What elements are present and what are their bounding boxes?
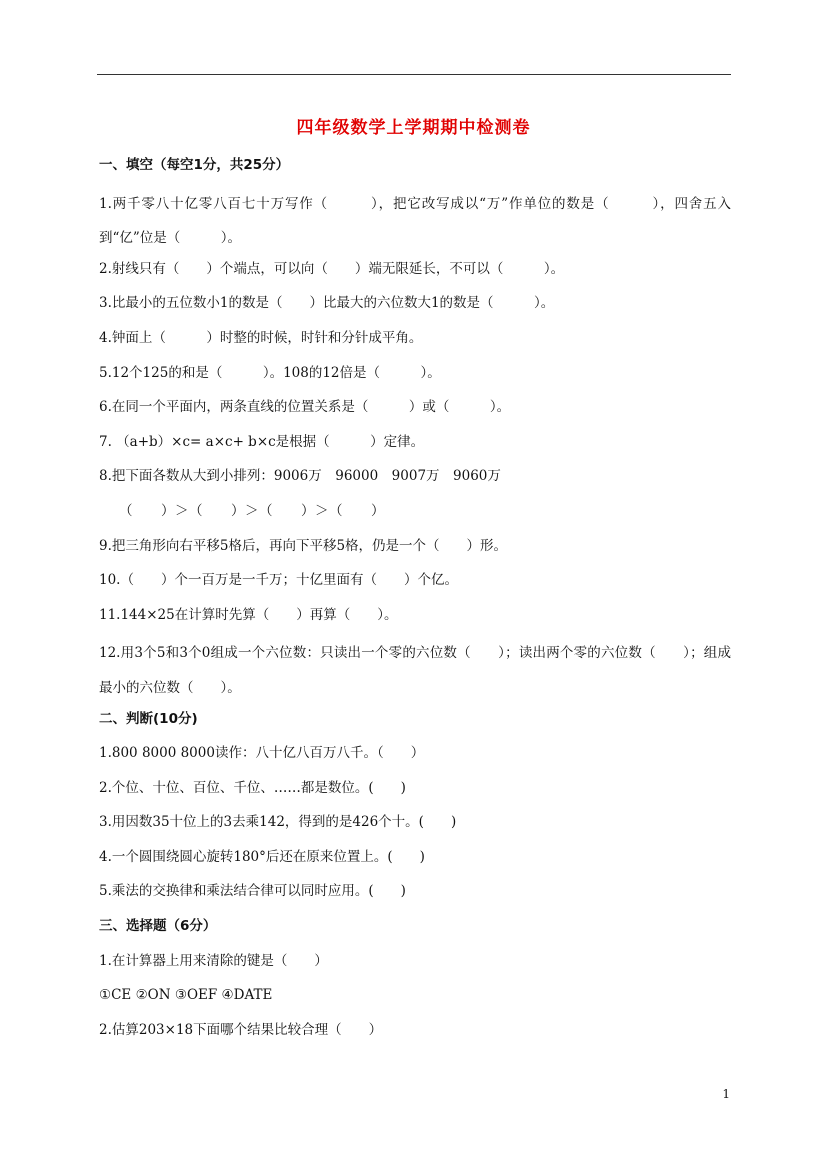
page-title: 四年级数学上学期期中检测卷 bbox=[296, 118, 531, 138]
question-1-1: 1.两千零八十亿零八百七十万写作（ ），把它改写成以“万”作单位的数是（ ），四舍五入到“亿”位是（ ）。 bbox=[99, 195, 731, 247]
question-1-9: 9.把三角形向右平移5格后，再向下平移5格，仍是一个（ ）形。 bbox=[99, 537, 508, 554]
question-1-11: 11.144×25在计算时先算（ ）再算（ ）。 bbox=[99, 606, 398, 623]
question-2-1: 1.800 8000 8000读作：八十亿八百万八千。（ ） bbox=[99, 745, 425, 762]
question-1-4: 4.钟面上（ ）时整的时候，时针和分针成平角。 bbox=[99, 329, 423, 346]
page-number: 1 bbox=[722, 1087, 730, 1101]
section-heading-fill: 一、填空（每空1分，共25分） bbox=[99, 157, 290, 173]
question-2-2: 2.个位、十位、百位、千位、……都是数位。( ) bbox=[99, 779, 406, 796]
question-1-10: 10.（ ）个一百万是一千万；十亿里面有（ ）个亿。 bbox=[99, 572, 458, 589]
question-3-2: 2.估算203×18下面哪个结果比较合理（ ） bbox=[99, 1021, 383, 1038]
question-1-12: 12.用3个5和3个0组成一个六位数：只读出一个零的六位数（ ）；读出两个零的六位数（ ）；组成最小的六位数（ ）。 bbox=[99, 645, 731, 696]
question-1-5: 5.12个125的和是（ ）。108的12倍是（ ）。 bbox=[99, 364, 441, 381]
section-heading-choice: 三、选择题（6分） bbox=[99, 918, 217, 935]
header-rule bbox=[97, 74, 731, 75]
question-1-3: 3.比最小的五位数小1的数是（ ）比最大的六位数大1的数是（ ）。 bbox=[99, 295, 555, 312]
question-1-8-answer-row: （ ）＞（ ）＞（ ）＞（ ） bbox=[119, 502, 385, 519]
question-1-7: 7. （a+b）×c= a×c+ b×c是根据（ ）定律。 bbox=[99, 433, 425, 450]
exam-content bbox=[99, 152, 731, 1051]
question-3-1: 1.在计算器上用来清除的键是（ ） bbox=[99, 952, 328, 969]
question-3-1-options: ①CE ②ON ③OEF ④DATE bbox=[99, 987, 273, 1004]
question-1-8: 8.把下面各数从大到小排列：9006万 96000 9007万 9060万 bbox=[99, 468, 501, 485]
question-2-4: 4.一个圆围绕圆心旋转180°后还在原来位置上。( ) bbox=[99, 848, 425, 865]
section-heading-judge: 二、判断(10分) bbox=[99, 710, 198, 727]
question-1-6: 6.在同一个平面内，两条直线的位置关系是（ ）或（ ）。 bbox=[99, 399, 511, 416]
question-2-5: 5.乘法的交换律和乘法结合律可以同时应用。( ) bbox=[99, 883, 406, 900]
question-2-3: 3.用因数35十位上的3去乘142，得到的是426个十。( ) bbox=[99, 814, 457, 831]
question-1-2: 2.射线只有（ ）个端点，可以向（ ）端无限延长，不可以（ ）。 bbox=[99, 260, 565, 277]
